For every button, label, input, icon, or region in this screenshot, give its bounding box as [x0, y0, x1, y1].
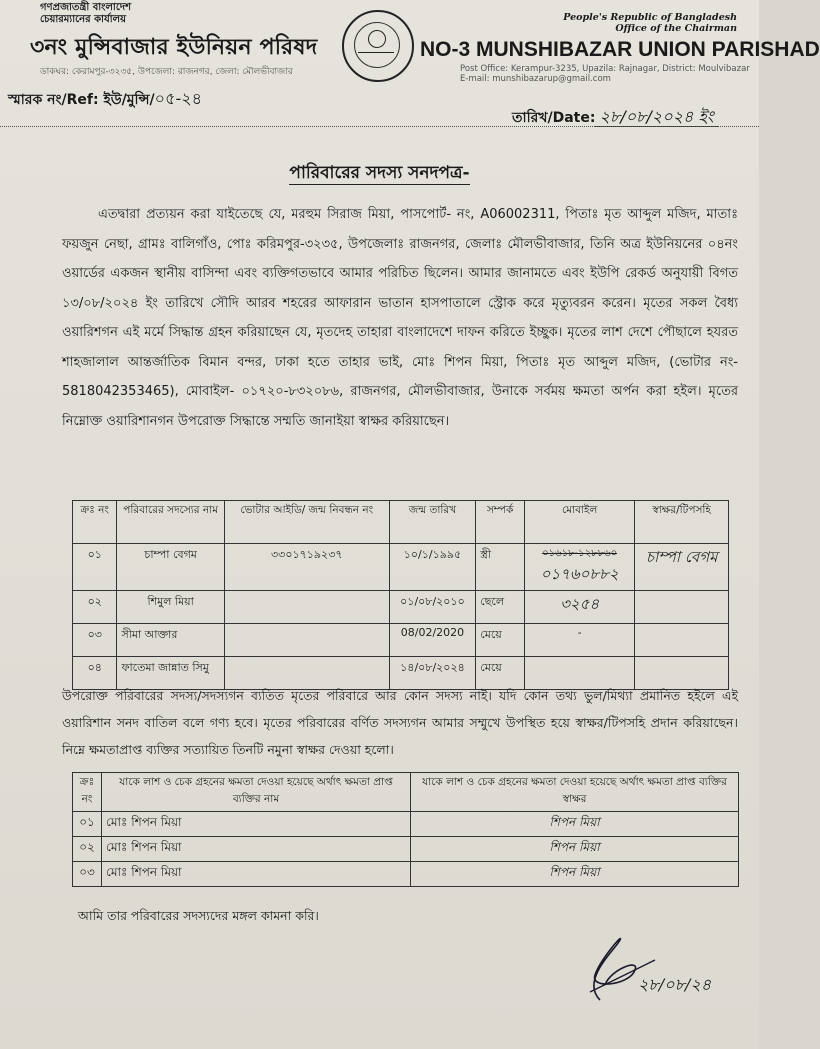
row-serial: ০৪ — [73, 657, 117, 690]
row-serial: ০১ — [73, 812, 102, 837]
row-name: মোঃ শিপন মিয়া — [102, 812, 411, 837]
document-title-text: পারিবারের সদস্য সনদপত্র- — [289, 163, 470, 183]
row-serial: ০৩ — [73, 624, 117, 657]
table-row — [73, 812, 739, 837]
address-en — [460, 64, 750, 84]
row-serial: ০২ — [73, 591, 117, 624]
row-relation: স্ত্রী — [476, 544, 525, 591]
union-title-bn: ৩নং মুন্সিবাজার ইউনিয়ন পরিষদ — [30, 35, 318, 60]
address-bn: ডাকঘর: কেরামপুর-৩২৩৫, উপজেলা: রাজনগর, জেলা: মৌলভীবাজার — [40, 67, 293, 77]
row-serial: ০১ — [73, 544, 117, 591]
row-signature: চাম্পা বেগম — [635, 544, 729, 591]
row-relation: মেয়ে — [476, 657, 525, 690]
gov-name-bn: গণপ্রজাতন্ত্রী বাংলাদেশ — [40, 2, 132, 13]
row-signature — [635, 591, 729, 624]
header-divider — [0, 126, 759, 128]
table-row — [73, 837, 739, 862]
header-left-top — [40, 2, 131, 26]
col-authorized-name: যাকে লাশ ও চেক গ্রহনের ক্ষমতা দেওয়া হয়েছে অর্থাৎ ক্ষমতা প্রাপ্ত ব্যক্তির নাম — [102, 773, 411, 812]
col-authorized-signature: যাকে লাশ ও চেক গ্রহনের ক্ষমতা দেওয়া হয়েছে অর্থাৎ ক্ষমতা প্রাপ্ত ব্যক্তির স্বাক্ষর — [411, 773, 739, 812]
col-signature: স্বাক্ষর/টিপসহি — [635, 501, 729, 544]
col-relation: সম্পর্ক — [476, 501, 525, 544]
date-value: ২৮/০৮/২০২৪ ইং — [595, 107, 717, 127]
row-dob: ১০/১/১৯৯৫ — [389, 544, 476, 591]
union-parishad-seal-icon — [342, 10, 414, 82]
gov-name-en: People's Republic of Bangladesh — [563, 12, 737, 23]
row-relation: ছেলে — [476, 591, 525, 624]
row-mobile-cell — [524, 544, 634, 591]
row-signature: শিপন মিয়া — [411, 812, 739, 837]
seal-sun-icon — [368, 30, 386, 48]
body-paragraph: এতদ্বারা প্রত্যয়ন করা যাইতেছে যে, মরহুম সিরাজ মিয়া, পাসপোর্ট- নং, A06002311, পিতাঃ মৃত আব্দুল মজিদ, মাতাঃ ফয়জুন নেছা, গ্রামঃ বালিগাঁও, পোঃ করিমপুর-৩২৩৫, উপজেলাঃ রাজনগর, জেলাঃ মৌলভীবাজার, তিনি অত্র ইউনিয়নের ০৪নং ওয়ার্ডের একজন স্থানীয় বাসিন্দা এবং ব্যক্তিগতভাবে আমার পরিচিত ছিলেন। আমার জানামতে এবং ইউপি রেকর্ড অনুযায়ী বিগত ১৩/০৮/২০২৪ ইং তারিখে সৌদি আরব শহরের আফারান ভাতান হাসপাতালে স্ট্রোক করে মৃত্যুবরন করেন। মৃতের সকল বৈধ্য ওয়ারিশগন এই মর্মে সিদ্ধান্ত গ্রহন করিয়াছেন যে, মৃতদেহ তাহারা বাংলাদেশে দাফন করিতে ইচ্ছুক। মৃতের লাশ দেশে পৌছালে হযরত শাহজালাল আন্তর্জাতিক বিমান বন্দর, ঢাকা হতে তাহার ভাই, মোঃ শিপন মিয়া, পিতাঃ মৃত আব্দুল মজিদ, (ভোটার নং- 5818042353465), মোবাইল- ০১৭২০-৮৩২০৮৬, রাজনগর, মৌলভীবাজার, উনাকে সর্বময় ক্ষমতা অর্পন করা হইল। মৃতের নিম্নোক্ত ওয়ারিশানগন উপরোক্ত সিদ্ধান্তে সম্মতি জানাইয়া স্বাক্ষর করিয়াছেন। — [62, 207, 738, 429]
row-mobile: ০১৭৬০৮৮২ — [540, 565, 619, 583]
row-mobile: - — [524, 624, 634, 657]
chairman-signature-date: ২৮/০৮/২৪ — [638, 975, 712, 994]
address-en-line1: Post Office: Kerampur-3235, Upazila: Rajnagar, District: Moulvibazar — [460, 64, 750, 74]
table-row — [73, 624, 729, 657]
row-dob: ১৪/০৮/২০২৪ — [389, 657, 476, 690]
col-voter-id: ভোটার আইডি/ জন্ম নিবন্ধন নং — [224, 501, 389, 544]
row-name: সীমা আক্তার — [117, 624, 224, 657]
col-member-name: পরিবারের সদস্যের নাম — [117, 501, 224, 544]
address-en-email: E-mail: munshibazarup@gmail.com — [460, 74, 611, 84]
office-name-bn: চেয়ারম্যানের কার্যালয় — [40, 14, 126, 25]
row-name: চাম্পা বেগম — [117, 544, 224, 591]
document-title — [0, 160, 759, 188]
row-name: ফাতেমা জান্নাত সিমু — [117, 657, 224, 690]
row-voter-id — [224, 591, 389, 624]
office-name-en: Office of the Chairman — [615, 23, 737, 34]
union-title-en: NO-3 MUNSHIBAZAR UNION PARISHAD — [420, 38, 820, 61]
row-voter-id: ৩৩০১৭১৯২৩৭ — [224, 544, 389, 591]
col-serial: ক্রঃ নং — [73, 501, 117, 544]
row-name: মোঃ শিপন মিয়া — [102, 837, 411, 862]
family-members-table — [72, 500, 729, 690]
row-dob: 08/02/2020 — [389, 624, 476, 657]
row-signature: শিপন মিয়া — [411, 837, 739, 862]
seal-wave-icon — [358, 52, 394, 56]
ref-label: স্মারক নং/Ref: ইউ/মুন্সি/ — [8, 92, 155, 108]
closing-wish: আমি তার পরিবারের সদস্যদের মঙ্গল কামনা করি। — [78, 908, 319, 923]
col-mobile: মোবাইল — [524, 501, 634, 544]
row-serial: ০২ — [73, 837, 102, 862]
header-right-top — [563, 12, 737, 34]
row-voter-id — [224, 624, 389, 657]
row-mobile-struck: ০১৬১৮-১২৮৮৬০ — [542, 548, 618, 559]
row-name: মোঃ শিপন মিয়া — [102, 862, 411, 887]
row-relation: মেয়ে — [476, 624, 525, 657]
col-serial: ক্রঃ নং — [73, 773, 102, 812]
date-label: তারিখ/Date: — [512, 110, 596, 126]
table-row — [73, 862, 739, 887]
chairman-signature — [560, 930, 730, 1010]
row-dob: ০১/০৮/২০১০ — [389, 591, 476, 624]
row-signature: শিপন মিয়া — [411, 862, 739, 887]
col-dob: জন্ম তারিখ — [389, 501, 476, 544]
ref-value: ০৫-২৪ — [154, 89, 203, 108]
row-mobile: ৩২৫৪ — [524, 591, 634, 624]
family-table-header-row — [73, 501, 729, 544]
row-serial: ০৩ — [73, 862, 102, 887]
authorized-person-table — [72, 772, 739, 887]
row-signature — [635, 624, 729, 657]
table-row — [73, 591, 729, 624]
reference-number — [8, 86, 202, 113]
row-name: শিমুল মিয়া — [117, 591, 224, 624]
declaration-paragraph: উপরোক্ত পরিবারের সদস্য/সদস্যগন ব্যতিত মৃতের পরিবারে আর কোন সদস্য নাই। যদি কোন তথ্য ভুল/মিথ্যা প্রমানিত হইলে এই ওয়ারিশান সনদ বাতিল বলে গণ্য হবে। মৃতের পরিবারের বর্ণিত সদস্যগন আমার সম্মুখে উপস্থিত হয়ে স্বাক্ষর/টিপসহি প্রদান করিয়াছেন। নিম্নে ক্ষমতাপ্রাপ্ত ব্যক্তির সত্যায়িত তিনটি নমুনা স্বাক্ষর দেওয়া হলো। — [62, 688, 738, 757]
authority-table-header-row — [73, 773, 739, 812]
table-row — [73, 544, 729, 591]
